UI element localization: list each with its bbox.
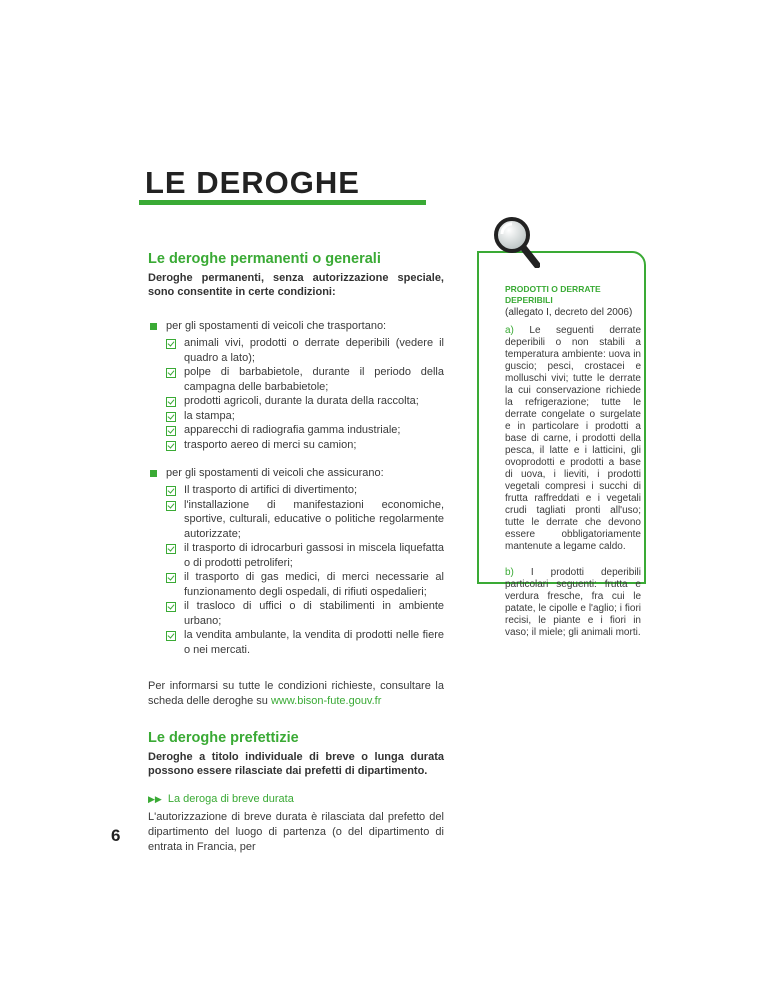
checkbox-icon (166, 339, 176, 349)
checkbox-icon (166, 368, 176, 378)
checkbox-icon (166, 397, 176, 407)
info-paragraph: Per informarsi su tutte le condizioni richieste, consultare la scheda delle deroghe su www.bison-fute.gouv.fr (148, 680, 444, 707)
sidebar-content (505, 284, 641, 639)
page-number: 6 (111, 826, 121, 845)
checkbox-icon (166, 426, 176, 436)
check-list-transport (166, 336, 444, 452)
sidebar-paragraph-b: b) I prodotti deperibili particolari seguenti: frutta e verdura fresche, fra cui le patate, le cipolle e l'aglio; i fiori recisi, le piante e i fiori in vaso; il miele; gli animali morti. (505, 567, 642, 638)
section-heading-prefectural: Le deroghe prefettizie (148, 730, 299, 746)
list-item: il trasporto di gas medici, di merci necessarie al funzionamento degli ospedali, di rifiuti ospedalieri; (166, 570, 444, 599)
checkbox-icon (166, 573, 176, 583)
checkbox-icon (166, 602, 176, 612)
checkbox-icon (166, 486, 176, 496)
list-item: l'installazione di manifestazioni economiche, sportive, culturali, educative o politiche regolarmente autorizzate; (166, 498, 444, 542)
checkbox-icon (166, 631, 176, 641)
paragraph-label: a) (505, 325, 514, 336)
list-item: animali vivi, prodotti o derrate deperibili (vedere il quadro a lato); (166, 336, 444, 365)
list-item: polpe di barbabietole, durante il periodo della campagna delle barbabietole; (166, 365, 444, 394)
bison-fute-link[interactable]: www.bison-fute.gouv.fr (270, 695, 382, 707)
page-title: LE DEROGHE (145, 165, 360, 200)
list-item: la vendita ambulante, la vendita di prodotti nelle fiere o nei mercati. (166, 628, 444, 657)
section-lead-permanent: Deroghe permanenti, senza autorizzazione speciale, sono consentite in certe condizioni: (148, 272, 444, 298)
short-term-paragraph: L'autorizzazione di breve durata è rilasciata dal prefetto del dipartimento del luogo di partenza (o del dipartimento di entrata in Francia, per (148, 811, 444, 853)
check-list-ensure (166, 483, 444, 657)
list-item: Il trasporto di artifici di divertimento; (166, 483, 444, 498)
main-column (148, 250, 444, 855)
paragraph-label: b) (505, 567, 514, 578)
subheading-short-term: ▶▶ La deroga di breve durata (148, 793, 294, 805)
checkbox-icon (166, 544, 176, 554)
magnifier-icon (492, 216, 540, 268)
sidebar-subtitle: (allegato I, decreto del 2006) (505, 307, 633, 318)
bullet-transport (148, 319, 444, 334)
title-underline (139, 200, 426, 205)
list-item: prodotti agricoli, durante la durata della raccolta; (166, 394, 444, 409)
section-lead-prefectural: Deroghe a titolo individuale di breve o lunga durata possono essere rilasciate dai prefetti di dipartimento. (148, 751, 444, 777)
double-chevron-right-icon: ▶▶ (148, 794, 162, 804)
bullet-label: per gli spostamenti di veicoli che assicurano: (166, 467, 384, 479)
sidebar-title: PRODOTTI O DERRATE DEPERIBILI (505, 284, 601, 305)
section-heading-permanent: Le deroghe permanenti o generali (148, 251, 381, 267)
bullet-label: per gli spostamenti di veicoli che trasportano: (166, 320, 387, 332)
square-bullet-icon (150, 323, 157, 330)
square-bullet-icon (150, 470, 157, 477)
sidebar-paragraph-a: a) Le seguenti derrate deperibili o non stabili a temperatura ambiente: uova in guscio; pesci, crostacei e molluschi vivi; tutte le derrate la cui conservazione richiede la refrigerazione; tutte le derrate congelate o surgelate e in particolare i prodotti a base di carne, i prodotti della pesca, il latte e i latticini, gli ovoprodotti e prodotti a base di uova, i lieviti, i prodotti vegetali compresi i succhi di frutta raffreddati e i vegetali crudi tagliati pronti all'uso; tutte le derrate che devono essere obbligatoriamente mantenute a legame caldo. (505, 325, 642, 552)
checkbox-icon (166, 501, 176, 511)
list-item: il trasporto di idrocarburi gassosi in miscela liquefatta o di prodotti petroliferi; (166, 541, 444, 570)
checkbox-icon (166, 412, 176, 422)
bullet-ensure (148, 466, 444, 481)
list-item: apparecchi di radiografia gamma industriale; (166, 423, 444, 438)
checkbox-icon (166, 441, 176, 451)
list-item: la stampa; (166, 409, 444, 424)
list-item: trasporto aereo di merci su camion; (166, 438, 444, 453)
list-item: il trasloco di uffici o di stabilimenti in ambiente urbano; (166, 599, 444, 628)
